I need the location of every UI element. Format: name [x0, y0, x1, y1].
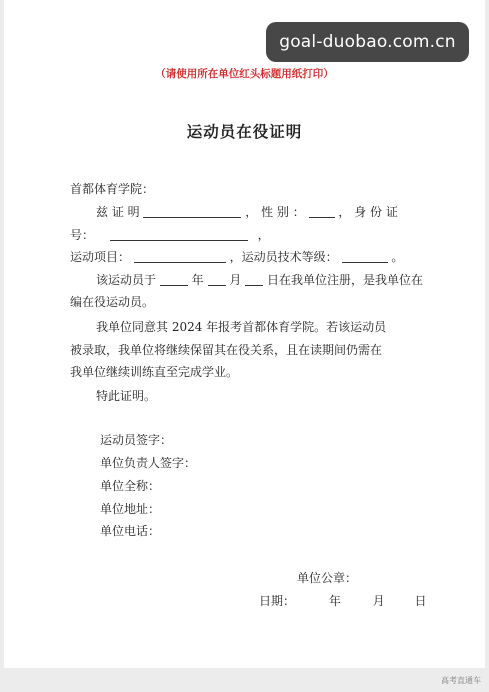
footer-watermark: 高考直通车: [441, 676, 481, 685]
registration-rest: 日在我单位注册，是我单位在: [267, 273, 424, 287]
month-label: 月: [229, 273, 242, 287]
id-number-comma: ，: [257, 228, 270, 242]
certify-line: [96, 204, 398, 220]
month-blank: [208, 273, 226, 286]
level-blank: [342, 250, 388, 263]
level-label: ，运动员技术等级：: [229, 250, 338, 264]
consent-line-1: 我单位同意其 2024 年报考首都体育学院。若该运动员: [96, 320, 387, 334]
date-month: 月: [372, 594, 385, 608]
closing-line: 特此证明。: [96, 389, 157, 403]
athlete-signature-label: 运动员签字：: [100, 433, 173, 447]
sport-line: [70, 249, 403, 265]
seal-label: 单位公章：: [297, 571, 358, 585]
date-day: 日: [414, 594, 427, 608]
registration-line-2: 编在役运动员。: [70, 295, 155, 309]
consent-line-3: 我单位继续训练直至完成学业。: [70, 365, 239, 379]
date-label: 日期：: [259, 594, 296, 608]
leader-signature-label: 单位负责人签字：: [100, 456, 197, 470]
consent-line-2: 被录取，我单位将继续保留其在役关系，且在读期间仍需在: [70, 343, 383, 357]
year-label: 年: [191, 273, 204, 287]
watermark-text: goal-duobao.com.cn: [279, 32, 456, 52]
level-period: 。: [391, 250, 404, 264]
id-number-blank: [110, 228, 248, 241]
unit-address-label: 单位地址：: [100, 502, 161, 516]
recipient-line: 首都体育学院：: [70, 182, 155, 196]
certify-label: 兹 证 明: [96, 205, 140, 219]
registration-line: [96, 272, 423, 288]
registration-intro: 该运动员于: [96, 273, 157, 287]
name-blank: [143, 205, 241, 218]
sport-blank: [134, 250, 226, 263]
print-note: （请使用所在单位红头标题用纸打印）: [155, 68, 334, 80]
unit-fullname-label: 单位全称：: [100, 479, 161, 493]
id-label: ， 身 份 证: [338, 205, 398, 219]
id-number-line: [70, 227, 270, 243]
sport-label: 运动项目：: [70, 250, 131, 264]
year-blank: [160, 273, 188, 286]
id-number-label: 号：: [70, 228, 95, 242]
site-watermark-badge: [266, 22, 469, 62]
date-line: [259, 593, 427, 609]
unit-phone-label: 单位电话：: [100, 524, 161, 538]
date-year: 年: [328, 594, 341, 608]
gender-label: ， 性 别 ：: [245, 205, 305, 219]
document-title: 运动员在役证明: [186, 122, 303, 141]
day-blank: [245, 273, 263, 286]
gender-blank: [309, 205, 335, 218]
